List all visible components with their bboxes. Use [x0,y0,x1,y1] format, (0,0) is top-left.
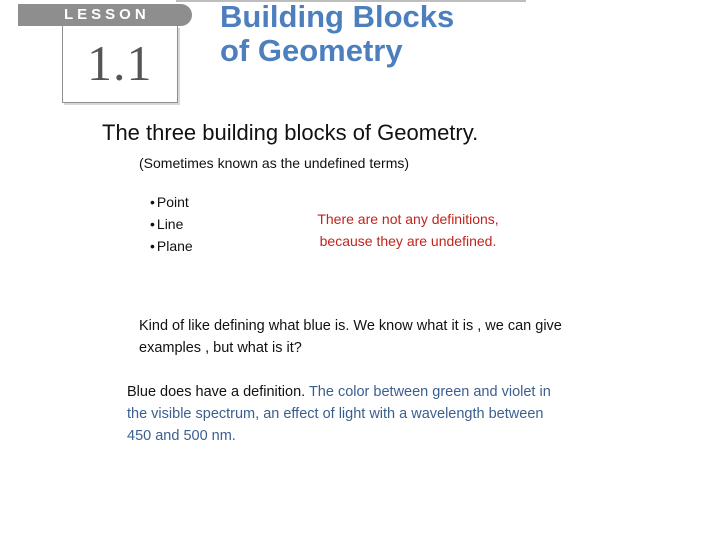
definition-body: The color between green and violet in the visible spectrum, an effect of light with a wavelength between 450 and 500 nm. [127,384,551,444]
lesson-number-box [62,26,178,103]
title-line-1: Building Blocks [220,0,455,34]
page-title [220,0,454,68]
lesson-label: LESSON [64,6,150,23]
lesson-number: 1.1 [87,35,153,91]
blue-question: Kind of like defining what blue is. We know what it is , we can give examples , but what is it? [139,318,562,356]
list-item [150,235,193,257]
list-item [150,213,193,235]
section-heading: The three building blocks of Geometry. [102,120,479,145]
note-line-1: There are not any definitions, [317,211,499,227]
undefined-note [293,208,523,252]
terms-list [150,191,193,257]
lesson-banner [18,4,192,26]
term-line: Line [156,216,184,232]
title-line-2: of Geometry [220,33,403,68]
section-subheading: (Sometimes known as the undefined terms) [139,155,410,171]
definition-lead: Blue does have a definition. [127,384,306,400]
note-line-2: because they are undefined. [319,233,497,249]
list-item [150,191,193,213]
blue-definition [127,381,567,447]
term-point: Point [156,194,189,210]
term-plane: Plane [156,238,193,254]
